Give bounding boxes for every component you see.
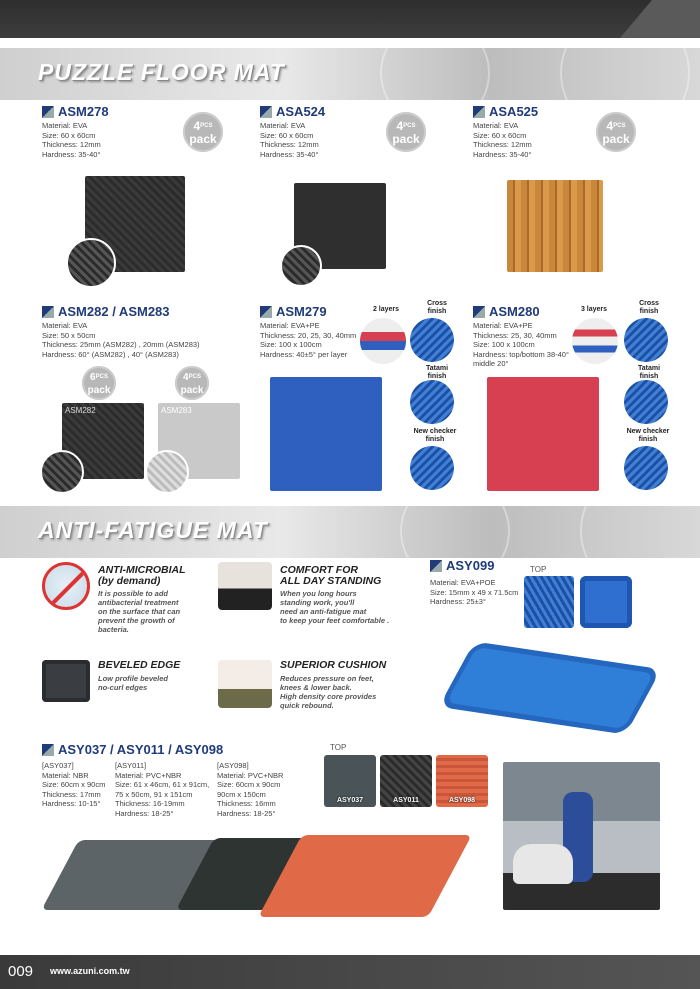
finish-cross-image bbox=[410, 318, 454, 362]
finish-checker-image bbox=[624, 446, 668, 490]
footer-bar bbox=[0, 955, 700, 989]
finish-checker-image bbox=[410, 446, 454, 490]
cushion-foot-photo bbox=[218, 660, 272, 708]
product-code: ASY099 bbox=[430, 558, 494, 573]
layers-label: 2 layers bbox=[372, 306, 400, 313]
product-code: ASA524 bbox=[260, 104, 325, 119]
feature-title: COMFORT FOR ALL DAY STANDING bbox=[280, 564, 382, 587]
code-marker-icon bbox=[42, 306, 54, 318]
code-marker-icon bbox=[260, 306, 272, 318]
pack-badge: $4^{PCS}$ pack bbox=[596, 112, 636, 152]
product-spec: Material: EVA+PE Thickness: 20, 25, 30, 40mm Size: 100 x 100cm Hardness: 40±5° per layer bbox=[260, 321, 357, 359]
mat-image-asm282: ASM282 bbox=[62, 403, 144, 479]
finish-label: New checker finish bbox=[413, 428, 457, 443]
mat-image-asm279 bbox=[270, 377, 382, 491]
section-title: PUZZLE FLOOR MAT bbox=[38, 59, 285, 85]
code-marker-icon bbox=[430, 560, 442, 572]
mat-image-asm283: ASM283 bbox=[158, 403, 240, 479]
top-label: TOP bbox=[330, 743, 347, 752]
texture-closeup-image bbox=[145, 450, 189, 494]
pack-badge: $4^{PCS}$ pack bbox=[386, 112, 426, 152]
anti-microbial-icon bbox=[42, 562, 90, 610]
mechanic-photo bbox=[503, 762, 660, 910]
website-link[interactable]: www.azuni.com.tw bbox=[50, 966, 130, 976]
texture-closeup-image bbox=[280, 245, 322, 287]
code-marker-icon bbox=[473, 106, 485, 118]
page-number: 009 bbox=[8, 963, 34, 980]
feature-text: Reduces pressure on feet, knees & lower back. High density core provides quick rebound. bbox=[280, 674, 377, 710]
section-banner-anti-fatigue bbox=[0, 506, 700, 558]
texture-closeup-image bbox=[66, 238, 116, 288]
product-code: ASM278 bbox=[42, 104, 109, 119]
pack-badge: $6^{PCS}$ pack bbox=[82, 366, 116, 400]
product-spec: Material: EVA Size: 60 x 60cm Thickness: 12mm Hardness: 35-40° bbox=[260, 121, 319, 159]
finish-label: New checker finish bbox=[626, 428, 670, 443]
product-spec: Material: EVA+PE Thickness: 25, 30, 40mm Size: 100 x 100cm Hardness: top/bottom 38-40° middle 20° bbox=[473, 321, 569, 368]
sample-asy098: ASY098 bbox=[436, 755, 488, 807]
feature-title: SUPERIOR CUSHION bbox=[280, 659, 387, 671]
code-marker-icon bbox=[260, 106, 272, 118]
finish-label: Tatami finish bbox=[637, 365, 661, 380]
feature-text: Low profile beveled no-curl edges bbox=[98, 674, 169, 692]
product-spec: Material: EVA+POE Size: 15mm x 49 x 71.5cm Hardness: 25±3° bbox=[430, 578, 519, 606]
texture-closeup-image bbox=[40, 450, 84, 494]
product-spec: Material: EVA Size: 60 x 60cm Thickness: 12mm Hardness: 35-40° bbox=[473, 121, 532, 159]
mat-image-asy099 bbox=[439, 641, 661, 734]
product-code: ASM282 / ASM283 bbox=[42, 304, 170, 319]
feature-title: ANTI-MICROBIAL (by demand) bbox=[98, 564, 186, 587]
layer-crosssection-image bbox=[360, 318, 406, 364]
finish-tatami-image bbox=[410, 380, 454, 424]
product-spec: Material: EVA Size: 50 x 50cm Thickness: 25mm (ASM282) , 20mm (ASM283) Hardness: 60° (ASM282) , 40° (ASM283) bbox=[42, 321, 200, 359]
section-title: ANTI-FATIGUE MAT bbox=[38, 517, 268, 543]
layer-crosssection-image bbox=[572, 318, 618, 364]
feature-text: When you long hours standing work, you'll need an anti-fatigue mat to keep your feet comfortable . bbox=[280, 589, 390, 625]
finish-cross-image bbox=[624, 318, 668, 362]
sample-asy011: ASY011 bbox=[380, 755, 432, 807]
layers-label: 3 layers bbox=[580, 306, 608, 313]
finish-label: Cross finish bbox=[427, 300, 447, 315]
mat-image-asa525 bbox=[507, 180, 603, 272]
finish-label: Cross finish bbox=[639, 300, 659, 315]
pack-badge: $4^{PCS}$ pack bbox=[175, 366, 209, 400]
code-marker-icon bbox=[42, 106, 54, 118]
finish-tatami-image bbox=[624, 380, 668, 424]
standing-mat-photo bbox=[218, 562, 272, 610]
top-bar bbox=[0, 0, 700, 38]
product-spec: Material: EVA Size: 60 x 60cm Thickness: 12mm Hardness: 35-40° bbox=[42, 121, 101, 159]
product-code: ASY037 / ASY011 / ASY098 bbox=[42, 742, 223, 757]
sample-asy037: ASY037 bbox=[324, 755, 376, 807]
top-label: TOP bbox=[530, 565, 547, 574]
product-code: ASM280 bbox=[473, 304, 540, 319]
finish-label: Tatami finish bbox=[425, 365, 449, 380]
code-marker-icon bbox=[473, 306, 485, 318]
product-code: ASM279 bbox=[260, 304, 327, 319]
code-marker-icon bbox=[42, 744, 54, 756]
product-spec: [ASY011] Material: PVC+NBR Size: 61 x 46cm, 61 x 91cm, 75 x 50cm, 91 x 151cm Thickness: 16-19mm Hardness: 18-25° bbox=[115, 761, 210, 818]
product-spec: [ASY037] Material: NBR Size: 60cm x 90cm Thickness: 17mm Hardness: 10-15° bbox=[42, 761, 106, 808]
mat-image-asm280 bbox=[487, 377, 599, 491]
beveled-edge-photo bbox=[42, 660, 90, 702]
product-spec: [ASY098] Material: PVC+NBR Size: 60cm x 90cm 90cm x 150cm Thickness: 16mm Hardness: 18-25° bbox=[217, 761, 284, 818]
feature-title: BEVELED EDGE bbox=[98, 659, 181, 671]
pack-badge: $4^{PCS}$ pack bbox=[183, 112, 223, 152]
product-code: ASA525 bbox=[473, 104, 538, 119]
feature-text: It is possible to add antibacterial treatment on the surface that can prevent the growth of bacteria. bbox=[98, 589, 181, 634]
edge-closeup-image bbox=[580, 576, 632, 628]
section-banner-puzzle bbox=[0, 48, 700, 100]
top-texture-image bbox=[524, 576, 574, 628]
